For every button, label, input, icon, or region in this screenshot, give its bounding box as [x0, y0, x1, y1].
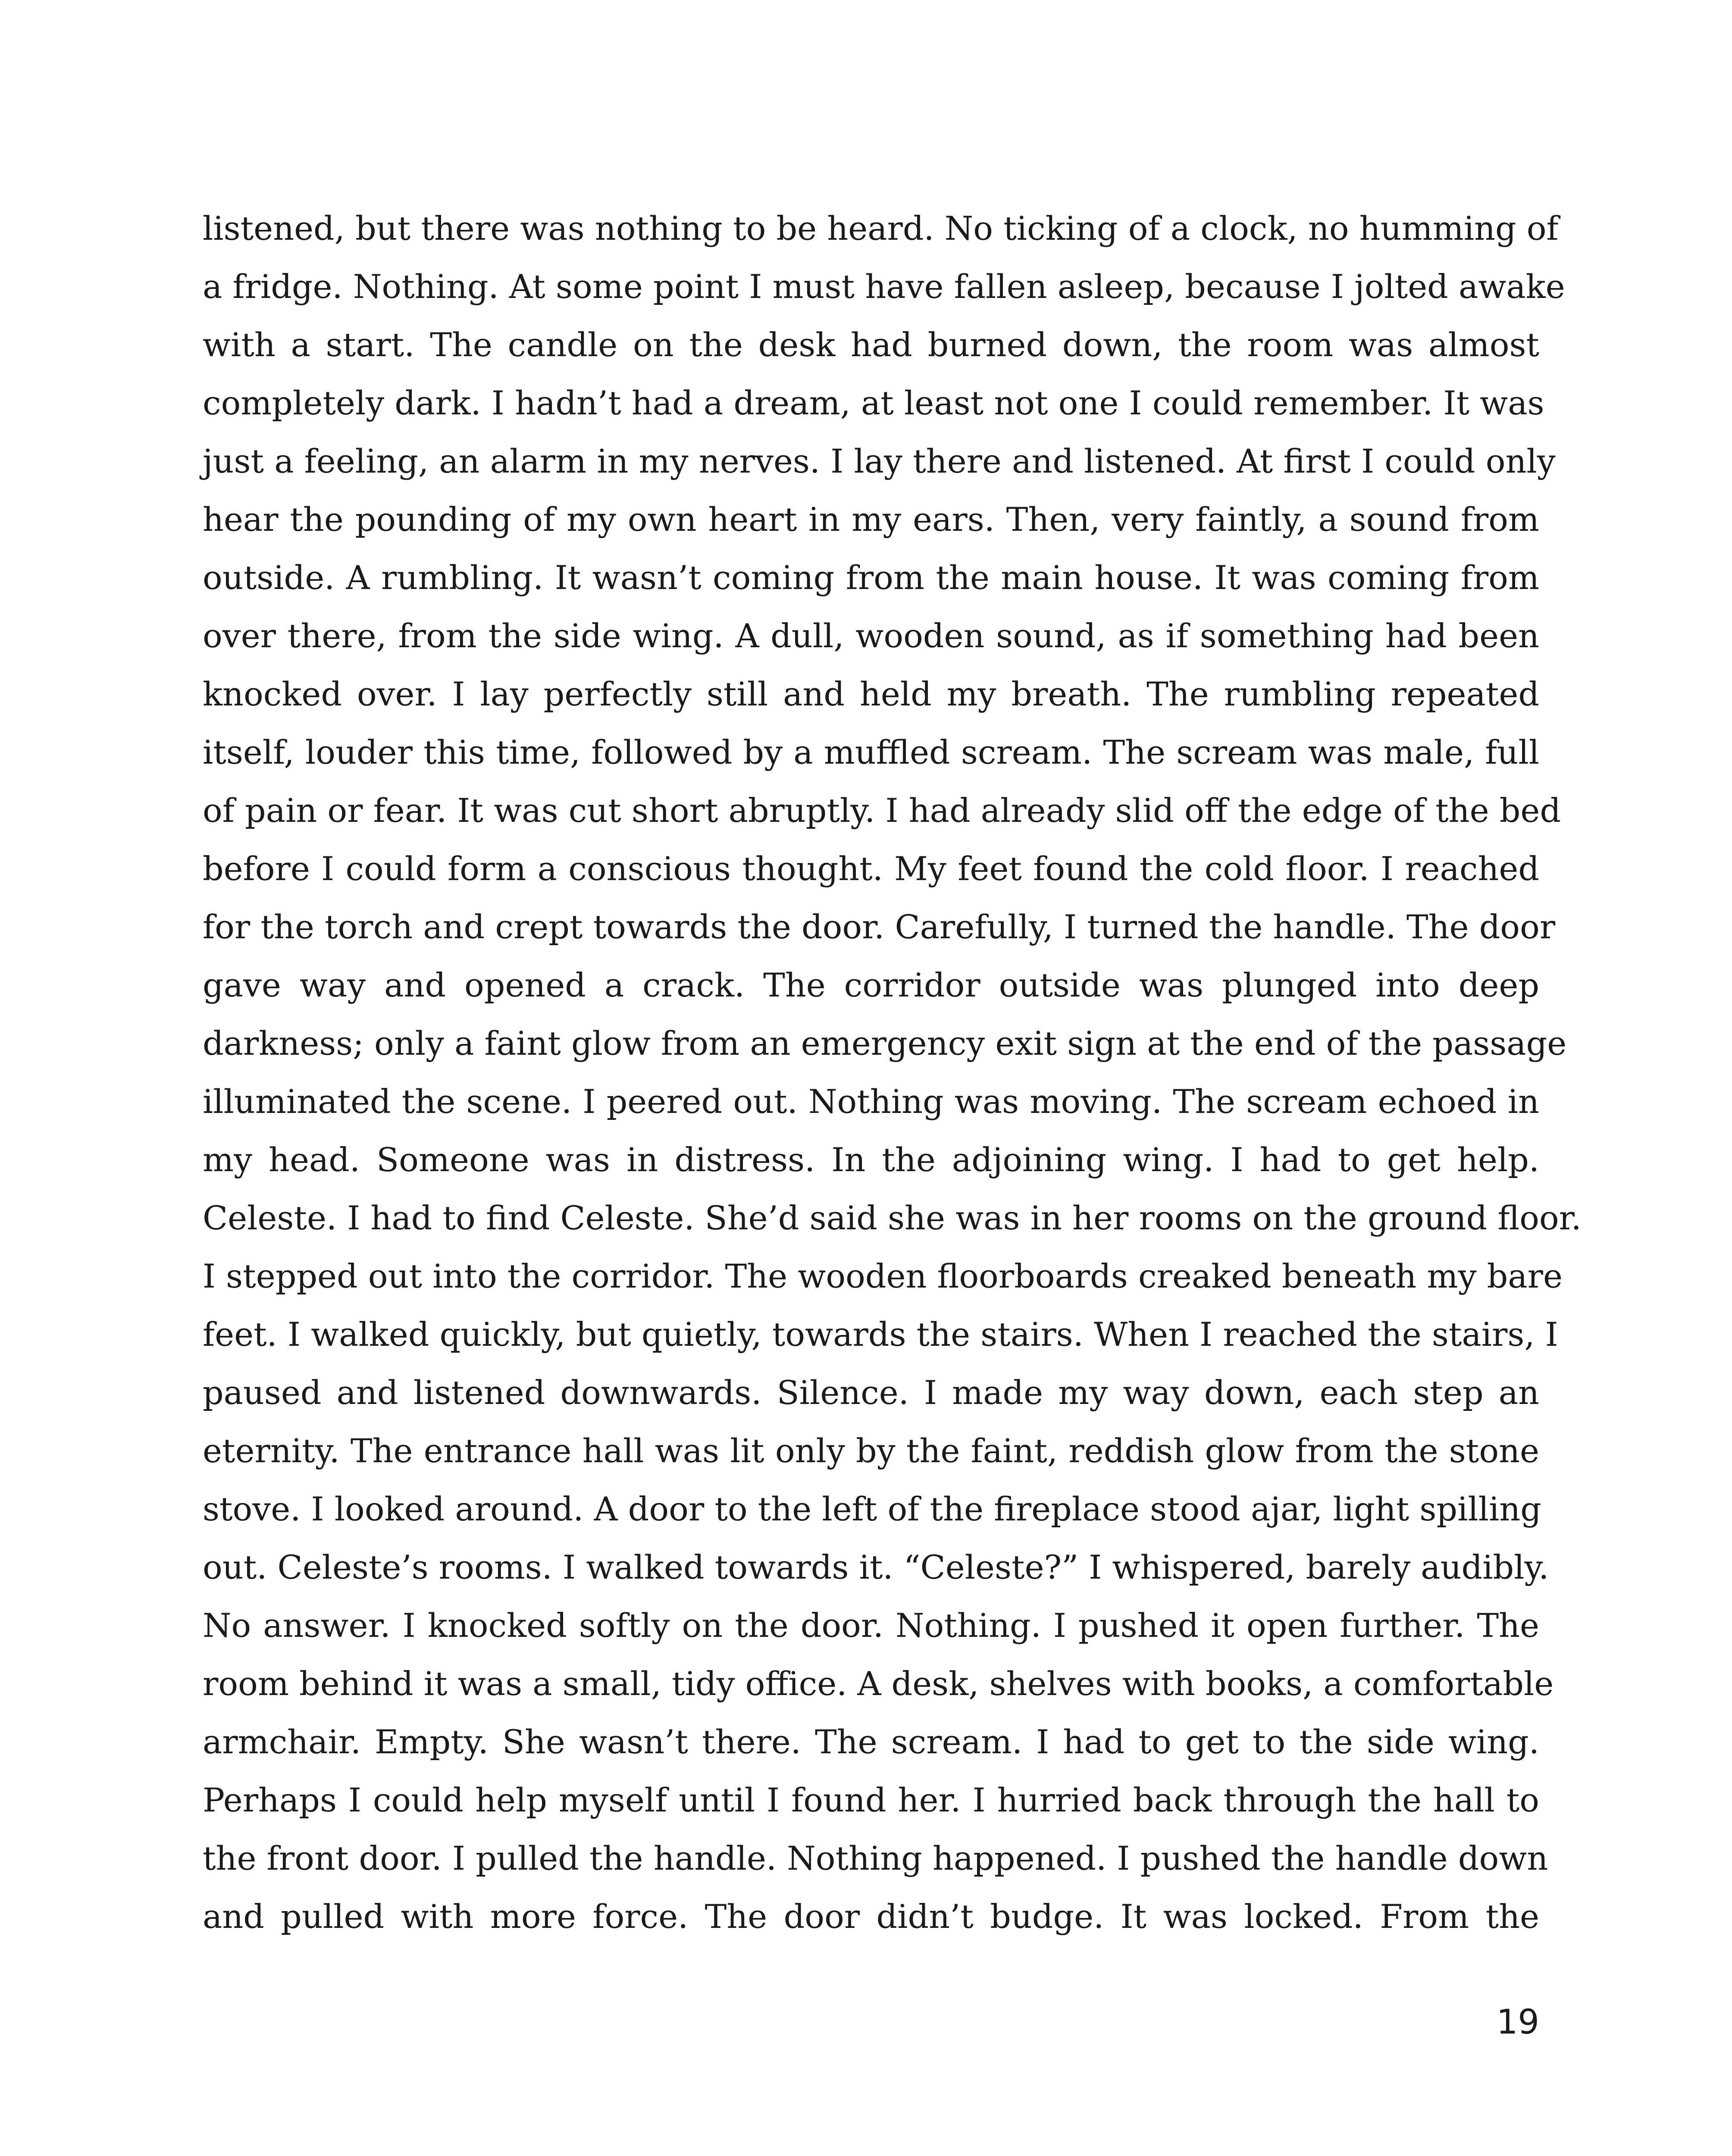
text-line: outside. A rumbling. It wasn’t coming from the main house. It was coming from [203, 558, 1539, 597]
text-line: my head. Someone was in distress. In the adjoining wing. I had to get help. [203, 1141, 1539, 1179]
text-line: I stepped out into the corridor. The wooden floorboards creaked beneath my bare [203, 1257, 1563, 1295]
text-line: Perhaps I could help myself until I found her. I hurried back through the hall to [203, 1781, 1539, 1819]
text-line: listened, but there was nothing to be heard. No ticking of a clock, no humming of [203, 209, 1559, 248]
text-line: completely dark. I hadn’t had a dream, at least not one I could remember. It was [203, 384, 1544, 422]
text-line: room behind it was a small, tidy office. A desk, shelves with books, a comfortable [203, 1664, 1554, 1703]
page-number: 19 [1496, 2003, 1539, 2042]
text-line: No answer. I knocked softly on the door. Nothing. I pushed it open further. The [203, 1606, 1539, 1645]
text-line: just a feeling, an alarm in my nerves. I lay there and listened. At first I could only [203, 442, 1556, 480]
text-line: of pain or fear. It was cut short abruptly. I had already slid off the edge of the bed [203, 791, 1561, 830]
text-line: before I could form a conscious thought. My feet found the cold floor. I reached [203, 849, 1539, 888]
text-line: paused and listened downwards. Silence. I made my way down, each step an [203, 1373, 1539, 1412]
text-line: darkness; only a faint glow from an emergency exit sign at the end of the passage [203, 1024, 1567, 1062]
text-line: eternity. The entrance hall was lit only by the faint, reddish glow from the stone [203, 1432, 1539, 1470]
text-line: feet. I walked quickly, but quietly, towards the stairs. When I reached the stairs, I [203, 1315, 1558, 1354]
text-line: armchair. Empty. She wasn’t there. The scream. I had to get to the side wing. [203, 1723, 1539, 1761]
text-line: a fridge. Nothing. At some point I must have fallen asleep, because I jolted awake [203, 267, 1565, 306]
text-line: illuminated the scene. I peered out. Nothing was moving. The scream echoed in [203, 1082, 1539, 1121]
body-text [203, 199, 1582, 1946]
text-line: hear the pounding of my own heart in my ears. Then, very faintly, a sound from [203, 500, 1539, 539]
text-line: the front door. I pulled the handle. Nothing happened. I pushed the handle down [203, 1839, 1548, 1877]
text-line: stove. I looked around. A door to the left of the fireplace stood ajar, light spilling [203, 1490, 1541, 1528]
text-line: and pulled with more force. The door didn’t budge. It was locked. From the [203, 1897, 1539, 1936]
text-line: with a start. The candle on the desk had burned down, the room was almost [203, 326, 1539, 364]
text-line: over there, from the side wing. A dull, wooden sound, as if something had been [203, 617, 1539, 655]
text-line: out. Celeste’s rooms. I walked towards it. “Celeste?” I whispered, barely audibly. [203, 1548, 1549, 1586]
text-line: itself, louder this time, followed by a muffled scream. The scream was male, full [203, 733, 1539, 771]
text-line: for the torch and crept towards the door. Carefully, I turned the handle. The door [203, 908, 1556, 946]
text-line: knocked over. I lay perfectly still and held my breath. The rumbling repeated [203, 675, 1539, 713]
text-line: Celeste. I had to find Celeste. She’d said she was in her rooms on the ground floor. [203, 1199, 1582, 1237]
text-line: gave way and opened a crack. The corridor outside was plunged into deep [203, 966, 1539, 1004]
